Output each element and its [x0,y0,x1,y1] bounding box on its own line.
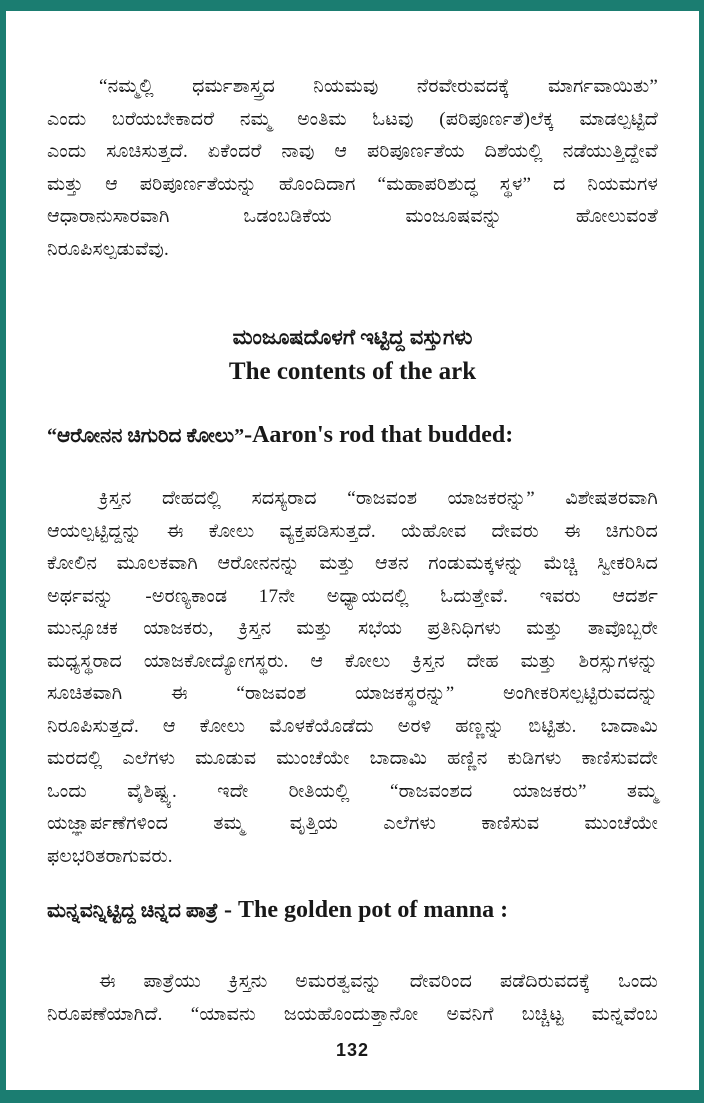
text-line: ಮರದಲ್ಲಿ ಎಲೆಗಳು ಮೂಡುವ ಮುಂಚೆಯೇ ಬಾದಾಮಿ ಹಣ್ಣಿನ ಕುಡಿಗಳು ಕಾಣಿಸುವದೇ [47,748,658,769]
text-line: ಆಧಾರಾನುಸಾರವಾಗಿ ಒಡಂಬಡಿಕೆಯ ಮಂಜೂಷವನ್ನು ಹೋಲುವಂತೆ [47,206,658,227]
text-line: ಕ್ರಿಸ್ತನ ದೇಹದಲ್ಲಿ ಸದಸ್ಯರಾದ “ರಾಜವಂಶ ಯಾಜಕರನ್ನು” ವಿಶೇಷತರವಾಗಿ [99,488,658,509]
text-line: ನಿರೂಪಣೆಯಾಗಿದೆ. “ಯಾವನು ಜಯಹೊಂದುತ್ತಾನೋ ಅವನಿಗೆ ಬಚ್ಚಿಟ್ಟ ಮನ್ನವೆಂಬ [47,1003,658,1025]
subheading-golden-pot [47,895,658,928]
page-content [47,11,658,1061]
text-line: ಮತ್ತು ಆ ಪರಿಪೂರ್ಣತೆಯನ್ನು ಹೊಂದಿದಾಗ “ಮಹಾಪರಿಶುದ್ಧ ಸ್ಥಳ” ದ ನಿಯಮಗಳ [47,173,658,195]
text-line: ನಿರೂಪಿಸಲ್ಪಡುವೆವು. [47,238,169,260]
text-line: ಫಲಭರಿತರಾಗುವರು. [47,845,173,867]
text-line: ಸೂಚಿತವಾಗಿ ಈ “ರಾಜವಂಶ ಯಾಜಕಸ್ಥರನ್ನು” ಅಂಗೀಕರಿಸಲ್ಪಟ್ಟಿರುವದನ್ನು [47,683,658,704]
subheading-golden-pot-kannada: ಮನ್ನವನ್ನಿಟ್ಟಿದ್ದ ಚಿನ್ನದ ಪಾತ್ರೆ [47,900,219,922]
text-line: ನಿರೂಪಿಸುತ್ತದೆ. ಆ ಕೋಲು ಮೊಳಕೆಯೊಡೆದು ಅರಳಿ ಹಣ್ಣನ್ನು ಬಿಟ್ಟಿತು. ಬಾದಾಮಿ [47,715,658,737]
subheading-aarons-rod-kannada: “ಆರೋನನ ಚಿಗುರಿದ ಕೋಲು” [47,425,245,447]
text-line: ಎಂದು ಬರೆಯಬೇಕಾದರೆ ನಮ್ಮ ಅಂತಿಮ ಓಟವು (ಪರಿಪೂರ್ಣತೆ)ಲೆಕ್ಕ ಮಾಡಲ್ಪಟ್ಟಿದೆ [47,108,658,130]
golden-pot-paragraph [47,966,658,1031]
section-title-kannada: ಮಂಜೂಷದೊಳಗೆ ಇಟ್ಟಿದ್ದ ವಸ್ತುಗಳು [232,325,473,349]
page-number: 132 [335,1040,370,1060]
text-line: ಕೋಲಿನ ಮೂಲಕವಾಗಿ ಆರೋನನನ್ನು ಮತ್ತು ಆತನ ಗಂಡುಮಕ್ಕಳನ್ನು ಮೆಚ್ಚಿ ಸ್ವೀಕರಿಸಿದ [47,553,658,574]
text-line: ಎಂದು ಸೂಚಿಸುತ್ತದೆ. ಏಕೆಂದರೆ ನಾವು ಆ ಪರಿಪೂರ್ಣತೆಯ ದಿಶೆಯಲ್ಲಿ ನಡೆಯುತ್ತಿದ್ದೇವೆ [47,141,658,162]
subheading-golden-pot-english: - The golden pot of manna : [218,897,509,923]
text-line: ಆಯಲ್ಪಟ್ಟಿದ್ದನ್ನು ಈ ಕೋಲು ವ್ಯಕ್ತಪಡಿಸುತ್ತದೆ. ಯೆಹೋವ ದೇವರು ಈ ಚಿಗುರಿದ [47,520,658,542]
text-line: ಈ ಪಾತ್ರೆಯು ಕ್ರಿಸ್ತನು ಅಮರತ್ವವನ್ನು ದೇವರಿಂದ ಪಡೆದಿರುವದಕ್ಕೆ ಒಂದು [99,971,658,992]
text-line: ಒಂದು ವೈಶಿಷ್ಟ್ಯ. ಇದೇ ರೀತಿಯಲ್ಲಿ “ರಾಜವಂಶದ ಯಾಜಕರು” ತಮ್ಮ [47,780,658,802]
text-line: ಯಜ್ಞಾರ್ಪಣೆಗಳಿಂದ ತಮ್ಮ ವೃತ್ತಿಯ ಎಲೆಗಳು ಕಾಣಿಸುವ ಮುಂಚೆಯೇ [47,813,658,834]
section-title-english: The contents of the ark [228,358,477,385]
text-line: ಮುನ್ಸೂಚಕ ಯಾಜಕರು, ಕ್ರಿಸ್ತನ ಮತ್ತು ಸಭೆಯ ಪ್ರತಿನಿಧಿಗಳು ಮತ್ತು ತಾವೊಬ್ಬರೇ [47,618,658,639]
aarons-rod-paragraph [47,483,658,873]
text-line: “ನಮ್ಮಲ್ಲಿ ಧರ್ಮಶಾಸ್ತ್ರದ ನಿಯಮವು ನೆರವೇರುವದಕ್ಕೆ ಮಾರ್ಗವಾಯಿತು” [99,76,658,97]
subheading-aarons-rod-english: -Aaron's rod that budded: [244,422,514,448]
subheading-aarons-rod [47,420,658,453]
opening-paragraph [47,71,658,266]
text-line: ಅರ್ಥವನ್ನು -ಅರಣ್ಯಕಾಂಡ 17ನೇ ಅಧ್ಯಾಯದಲ್ಲಿ ಓದುತ್ತೇವೆ. ಇವರು ಆದರ್ಶ [47,585,658,607]
text-line: ಮಧ್ಯಸ್ಥರಾದ ಯಾಜಕೋದ್ಯೋಗಸ್ಥರು. ಆ ಕೋಲು ಕ್ರಿಸ್ತನ ದೇಹ ಮತ್ತು ಶಿರಸ್ಸುಗಳನ್ನು [47,650,658,672]
